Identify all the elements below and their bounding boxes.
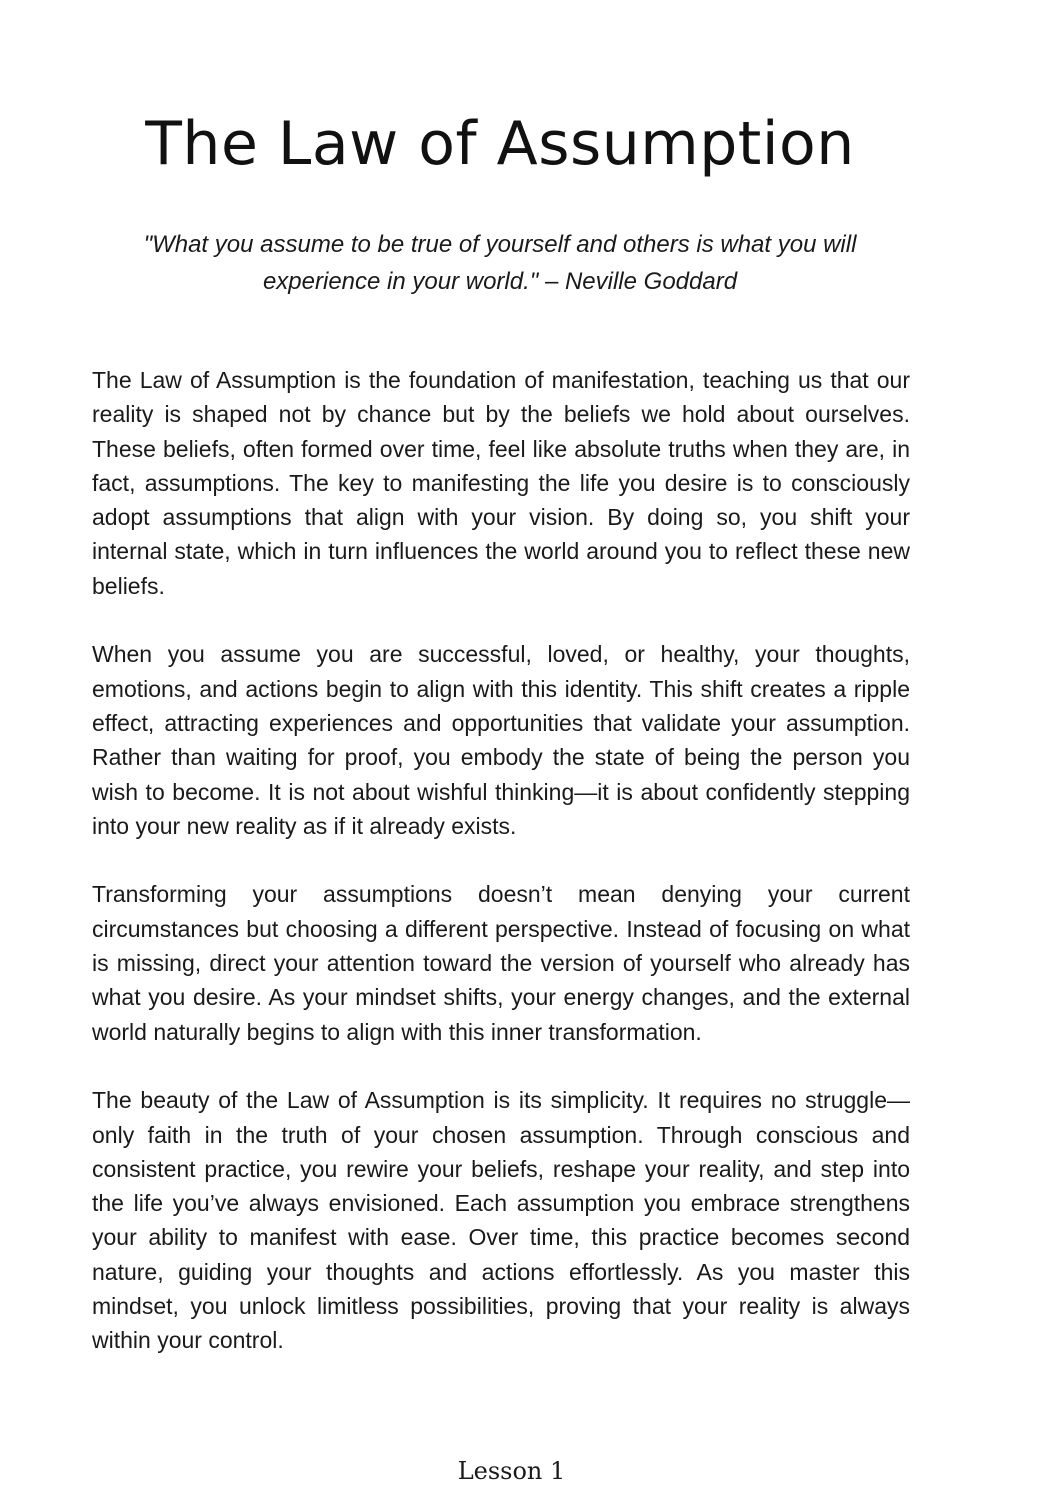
- paragraph-3: Transforming your assumptions doesn’t mean denying your current circumstances but choosing a different perspective. Instead of focusing on what is missing, direct your attention toward the version of yourself who already has what you desire. As your mindset shifts, your energy changes, and the external world naturally begins to align with this inner transformation.: [92, 881, 910, 1045]
- paragraph-1: The Law of Assumption is the foundation of manifestation, teaching us that our reality is shaped not by chance but by the beliefs we hold about ourselves. These beliefs, often formed over time, feel like absolute truths when they are, in fact, assumptions. The key to manifesting the life you desire is to consciously adopt assumptions that align with your vision. By doing so, you shift your internal state, which in turn influences the world around you to reflect these new beliefs.: [92, 367, 910, 599]
- epigraph-quote: "What you assume to be true of yourself and others is what you will experience in your world." – Neville Goddard: [143, 231, 857, 295]
- paragraph-4: The beauty of the Law of Assumption is its simplicity. It requires no struggle—only faith in the truth of your chosen assumption. Through conscious and consistent practice, you rewire your beliefs, reshape your reality, and step into the life you’ve always envisioned. Each assumption you embrace strengthens your ability to manifest with ease. Over time, this practice becomes second nature, guiding your thoughts and actions effortlessly. As you master this mindset, you unlock limitless possibilities, proving that your reality is always within your control.: [92, 1087, 910, 1354]
- body-text: [92, 363, 910, 1392]
- lesson-label: Lesson 1: [457, 1457, 566, 1485]
- paragraph-2: When you assume you are successful, loved, or healthy, your thoughts, emotions, and actions begin to align with this identity. This shift creates a ripple effect, attracting experiences and opportunities that validate your assumption. Rather than waiting for proof, you embody the state of being the person you wish to become. It is not about wishful thinking—it is about confidently stepping into your new reality as if it already exists.: [92, 641, 910, 839]
- page-title: The Law of Assumption: [145, 109, 855, 179]
